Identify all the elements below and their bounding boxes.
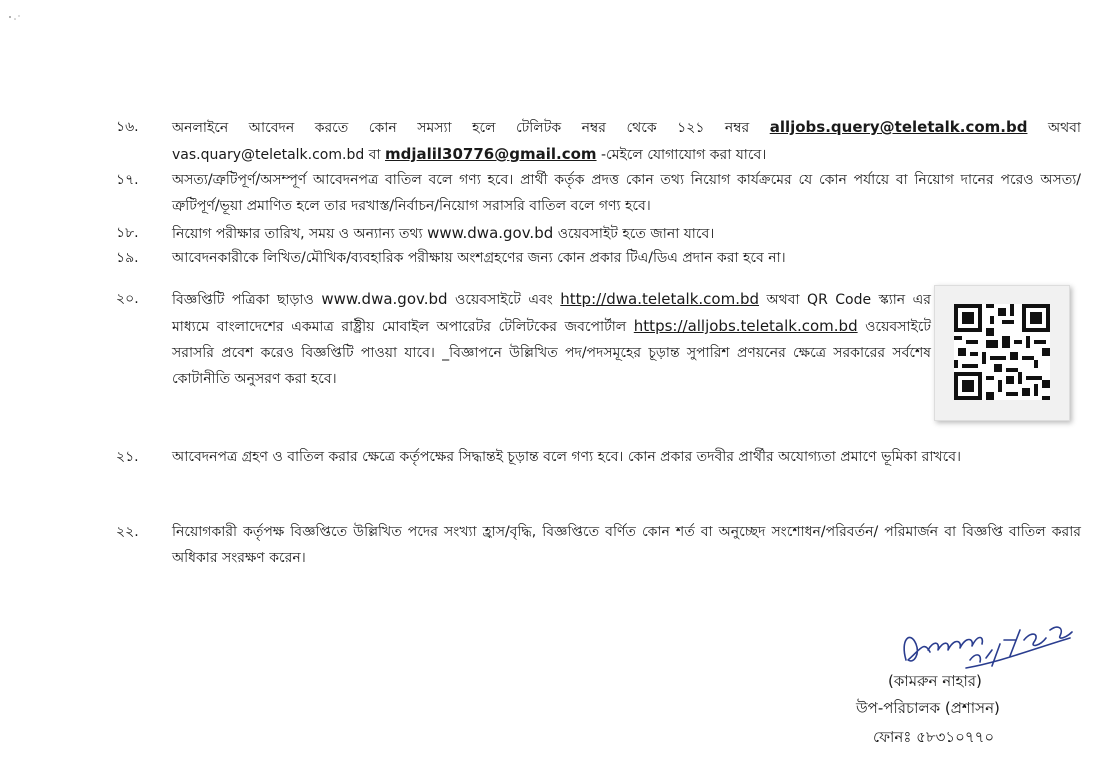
text-run: ওয়েবসাইটে এবং <box>447 292 561 308</box>
text-run: নিয়োগ পরীক্ষার তারিখ, সময় ও অন্যান্য তথ্য <box>172 226 428 242</box>
clause-text <box>172 519 1081 571</box>
text-run: আবেদনকারীকে লিখিত/মৌখিক/ব্যবহারিক পরীক্ষায় অংশগ্রহণের জন্য কোন প্রকার টিএ/ডিএ প্রদান করা হবে না। <box>172 250 786 266</box>
text-run: -মেইলে যোগাযোগ করা যাবে। <box>596 147 767 163</box>
text-run: অনলাইনে আবেদন করতে কোন সমস্যা হলে টেলিটক নম্বর থেকে ১২১ নম্বর <box>172 120 770 136</box>
contact-link[interactable]: http://dwa.teletalk.com.bd <box>560 290 760 308</box>
contact-link: vas.quary@teletalk.com.bd <box>172 147 365 163</box>
contact-link[interactable]: www.dwa.gov.bd <box>321 290 448 308</box>
text-run: ওয়েবসাইটে সরাসরি প্রবেশ করেও বিজ্ঞপ্তিটি পাওয়া যাবে। _বিজ্ঞাপনে উল্লিখিত পদ/পদসমূহের চূড়ান্ত সুপারিশ প্রণয়নের ক্ষেত্রে সরকারের সর্বশেষ কোটানীতি অনুসরণ করা হবে। <box>172 319 931 387</box>
clause-number: ২২. <box>116 524 139 540</box>
qr-code[interactable] <box>934 285 1070 421</box>
clause-18 <box>116 220 1081 248</box>
clause-text <box>172 444 1081 470</box>
text-run: অথবা QR Code স্ক্যান এর মাধ্যমে বাংলাদেশের একমাত্র রাষ্ট্রীয় মোবাইল অপারেটর টেলিটকের জবপোর্টাল <box>172 292 932 335</box>
handwritten-signature <box>880 600 1080 680</box>
qr-code-icon <box>954 304 1050 400</box>
clause-text <box>172 245 1081 271</box>
text-run: বা <box>364 147 385 163</box>
clause-number: ১৭. <box>116 172 139 188</box>
text-run: নিয়োগকারী কর্তৃপক্ষ বিজ্ঞপ্তিতে উল্লিখিত পদের সংখ্যা হ্রাস/বৃদ্ধি, বিজ্ঞপ্তিতে বর্ণিত কোন শর্ত বা অনুচ্ছেদ সংশোধন/পরিবর্তন/ পরিমার্জন বা বিজ্ঞপ্তি বাতিল করার অধিকার সংরক্ষণ করেন। <box>172 524 1081 566</box>
clause-21 <box>116 444 1081 500</box>
clause-text <box>172 114 1081 168</box>
clause-number: ১৯. <box>116 250 139 266</box>
clause-number: ২১. <box>116 449 139 465</box>
text-run: অসত্য/ত্রুটিপূর্ণ/অসম্পূর্ণ আবেদনপত্র বাতিল বলে গণ্য হবে। প্রার্থী কর্তৃক প্রদত্ত কোন তথ্য নিয়োগ কার্যক্রমের যে কোন পর্যায়ে বা নিয়োগ দানের পরেও অসত্য/ত্রুটিপূর্ণ/ভূয়া প্রমাণিত হলে তার দরখাস্ত/নির্বাচন/নিয়োগ সরাসরি বাতিল বলে গণ্য হবে। <box>172 172 1081 214</box>
clause-17 <box>116 167 1081 223</box>
clause-text <box>172 220 1081 247</box>
clause-19 <box>116 245 1081 273</box>
clause-number: ১৮. <box>116 225 139 241</box>
clause-number: ১৬. <box>116 119 139 135</box>
scan-speck <box>8 14 22 22</box>
signatory-name: (কামরুন নাহার) <box>888 672 982 690</box>
clause-number: ২০. <box>116 291 139 307</box>
contact-link[interactable]: alljobs.query@teletalk.com.bd <box>769 118 1028 136</box>
contact-link[interactable]: mdjalil30776@gmail.com <box>385 145 597 163</box>
text-run: আবেদনপত্র গ্রহণ ও বাতিল করার ক্ষেত্রে কর্তৃপক্ষের সিদ্ধান্তই চূড়ান্ত বলে গণ্য হবে। কোন প্রকার তদবীর প্রার্থীর অযোগ্যতা প্রমাণে ভূমিকা রাখবে। <box>172 449 961 465</box>
signatory-designation: উপ-পরিচালক (প্রশাসন) <box>856 699 1000 717</box>
text-run: ওয়েবসাইট হতে জানা যাবে। <box>553 226 715 242</box>
clause-16 <box>116 114 1081 170</box>
clause-22 <box>116 519 1081 575</box>
signatory-phone: ফোনঃ ৫৮৩১০৭৭০ <box>873 728 995 746</box>
clause-text <box>172 286 931 392</box>
contact-link[interactable]: https://alljobs.teletalk.com.bd <box>633 317 858 335</box>
clause-text <box>172 167 1081 219</box>
contact-link[interactable]: www.dwa.gov.bd <box>427 224 554 242</box>
text-run: অথবা <box>1027 120 1081 136</box>
text-run: বিজ্ঞপ্তিটি পত্রিকা ছাড়াও <box>172 292 322 308</box>
